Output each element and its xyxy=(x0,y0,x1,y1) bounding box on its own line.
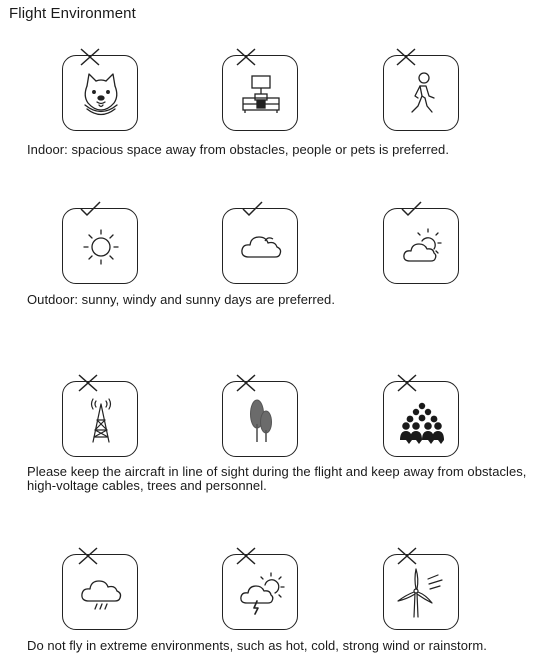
dog-icon xyxy=(75,68,127,120)
walking-person-icon xyxy=(396,68,448,120)
cross-icon xyxy=(395,48,417,66)
cross-icon xyxy=(77,547,99,565)
rain-cloud-icon xyxy=(75,567,127,619)
icon-card-person xyxy=(383,55,459,131)
section-extreme xyxy=(0,554,554,654)
icon-card-partly-cloudy xyxy=(383,208,459,284)
section-indoor xyxy=(0,55,554,155)
cross-icon xyxy=(77,374,99,392)
thunderstorm-sun-icon xyxy=(235,567,287,619)
section-caption: Please keep the aircraft in line of sight during the flight and keep away from obstacles, high-voltage cables, trees and personnel. xyxy=(27,464,527,493)
trees-icon xyxy=(235,394,287,446)
check-icon xyxy=(79,199,101,217)
icon-card-wind xyxy=(383,554,459,630)
cloud-icon xyxy=(235,221,287,273)
icon-card-dog xyxy=(62,55,138,131)
cross-icon xyxy=(235,547,257,565)
icon-card-cloud xyxy=(222,208,298,284)
icon-card-sun xyxy=(62,208,138,284)
sun-icon xyxy=(75,221,127,273)
section-caption: Indoor: spacious space away from obstacles, people or pets is preferred. xyxy=(27,142,449,157)
wind-turbine-icon xyxy=(396,567,448,619)
transmission-tower-icon xyxy=(75,394,127,446)
icon-card-crowd xyxy=(383,381,459,457)
icon-card-trees xyxy=(222,381,298,457)
section-caption: Do not fly in extreme environments, such as hot, cold, strong wind or rainstorm. xyxy=(27,638,487,653)
section-obstacles xyxy=(0,381,554,493)
cross-icon xyxy=(396,374,418,392)
check-icon xyxy=(241,199,263,217)
cross-icon xyxy=(396,547,418,565)
section-outdoor xyxy=(0,208,554,308)
icon-card-furniture xyxy=(222,55,298,131)
icon-card-rain xyxy=(62,554,138,630)
cross-icon xyxy=(235,374,257,392)
crowd-icon xyxy=(396,394,448,446)
page-title: Flight Environment xyxy=(9,5,136,22)
furniture-icon xyxy=(235,68,287,120)
icon-card-thunderstorm xyxy=(222,554,298,630)
check-icon xyxy=(400,199,422,217)
section-caption: Outdoor: sunny, windy and sunny days are preferred. xyxy=(27,292,335,307)
icon-card-tower xyxy=(62,381,138,457)
cross-icon xyxy=(235,48,257,66)
partly-cloudy-icon xyxy=(396,221,448,273)
cross-icon xyxy=(79,48,101,66)
